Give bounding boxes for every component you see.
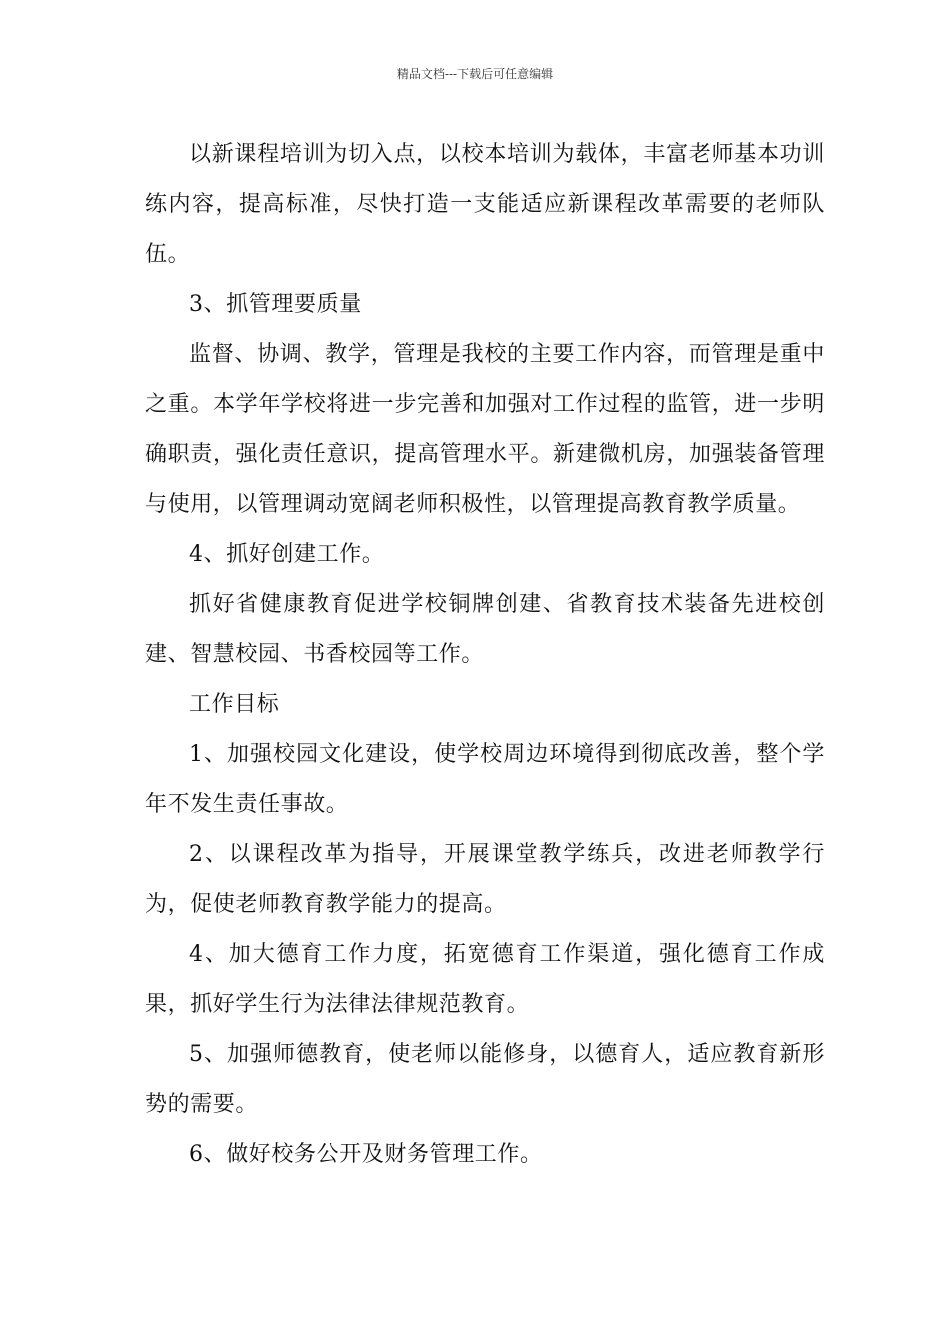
paragraph-management: 监督、协调、教学，管理是我校的主要工作内容，而管理是重中之重。本学年学校将进一步完善和加强对工作过程的监管，进一步明确职责，强化责任意识，提高管理水平。新建微机房，加强装备管理与使用，以管理调动宽阔老师积极性，以管理提高教育教学质量。 <box>145 342 825 517</box>
heading-creation-work: 4、抓好创建工作。 <box>189 542 385 567</box>
goal-item-4: 4、加大德育工作力度，拓宽德育工作渠道，强化德育工作成果，抓好学生行为法律法律规范教育。 <box>145 942 825 1017</box>
paragraph-creation-work: 抓好省健康教育促进学校铜牌创建、省教育技术装备先进校创建、智慧校园、书香校园等工作。 <box>145 592 825 667</box>
heading-work-goals: 工作目标 <box>189 692 280 717</box>
page-header: 精品文档---下载后可任意编辑 <box>396 67 554 81</box>
goal-item-2: 2、以课程改革为指导，开展课堂教学练兵，改进老师教学行为，促使老师教育教学能力的提高。 <box>145 842 825 917</box>
goal-item-1: 1、加强校园文化建设，使学校周边环境得到彻底改善，整个学年不发生责任事故。 <box>145 742 825 817</box>
document-body <box>145 130 825 1180</box>
heading-management-quality: 3、抓管理要质量 <box>189 292 362 317</box>
goal-item-5: 5、加强师德教育，使老师以能修身，以德育人，适应教育新形势的需要。 <box>145 1042 825 1117</box>
goal-item-6: 6、做好校务公开及财务管理工作。 <box>189 1142 543 1167</box>
paragraph-teacher-training: 以新课程培训为切入点，以校本培训为载体，丰富老师基本功训练内容，提高标准，尽快打造一支能适应新课程改革需要的老师队伍。 <box>145 142 825 267</box>
